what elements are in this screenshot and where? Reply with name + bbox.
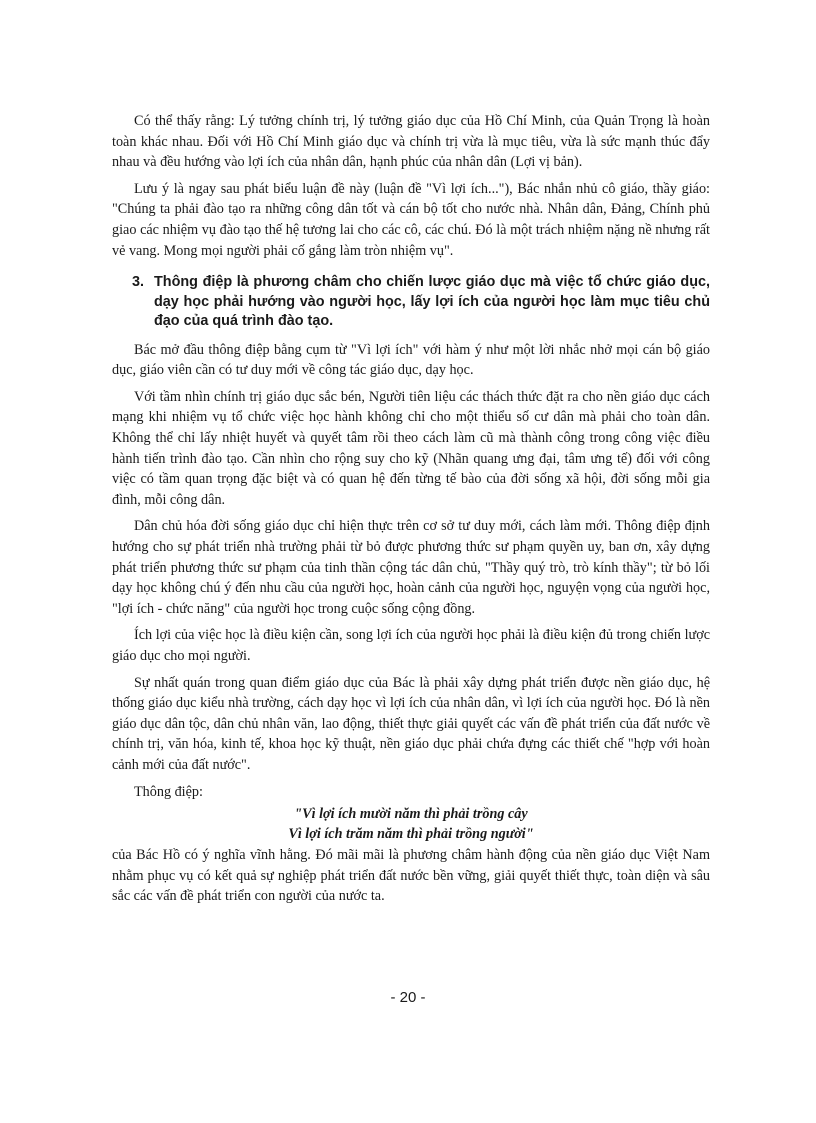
paragraph-democratization: Dân chủ hóa đời sống giáo dục chỉ hiện thực trên cơ sở tư duy mới, cách làm mới. Thông điệp định hướng cho sự phát triển nhà trường phải từ bỏ được phương thức sư phạm quyền uy, ban ơn, xây dựng phát triển phương thức sư phạm của tinh thần cộng tác dân chủ, "Thầy quý trò, trò kính thầy"; từ bỏ lối dạy học không chú ý đến nhu cầu của người học, hoàn cảnh của người học, nguyện vọng của người học, "lợi ích - chức năng" của người học trong cuộc sống cộng đồng. bbox=[112, 518, 710, 617]
quote-line-2: Vì lợi ích trăm năm thì phải trồng người" bbox=[288, 826, 534, 843]
paragraph-teacher-message: Lưu ý là ngay sau phát biểu luận đề này (luận đề "Vì lợi ích..."), Bác nhắn nhủ cô giáo, thầy giáo: "Chúng ta phải đào tạo ra những công dân tốt và cán bộ tốt cho nước nhà. Nhân dân, Đảng, Chính phủ giao các nhiệm vụ đào tạo thế hệ tương lai cho các cô, các chú. Đó là một trách nhiệm nặng nề nhưng rất vẻ vang. Mong mọi người phải cố gắng làm tròn nhiệm vụ". bbox=[112, 180, 710, 259]
quote-line-1: "Vì lợi ích mười năm thì phải trồng cây bbox=[294, 806, 528, 823]
section-title: Thông điệp là phương châm cho chiến lược giáo dục mà việc tổ chức giáo dục, dạy học phải hướng vào người học, lấy lợi ích của người học làm mục tiêu chủ đạo của quá trình đào tạo. bbox=[154, 274, 710, 330]
paragraph-consistency: Sự nhất quán trong quan điểm giáo dục của Bác là phải xây dựng phát triển được nền giáo dục, hệ thống giáo dục kiểu nhà trường, cách dạy học vì lợi ích của nhân dân, vì lợi ích của người học. Đó là nền giáo dục dân tộc, dân chủ nhân văn, lao động, thiết thực giải quyết các vấn đề phát triển của đất nước về chính trị, văn hóa, kinh tế, khoa học kỹ thuật, nền giáo dục phải chứa đựng các thiết chế "hợp với hoàn cảnh mới của đất nước". bbox=[112, 674, 710, 773]
paragraph-political-ideal: Có thể thấy rằng: Lý tưởng chính trị, lý tưởng giáo dục của Hồ Chí Minh, của Quản Trọng là hoàn toàn khác nhau. Đối với Hồ Chí Minh giáo dục và chính trị vừa là mục tiêu, vừa là sức mạnh thúc đẩy nhau và đều hướng vào lợi ích của nhân dân, hạnh phúc của nhân dân (Lợi vị bản). bbox=[112, 113, 710, 171]
paragraph-message-label: Thông điệp: bbox=[134, 783, 203, 800]
paragraph-vision: Với tầm nhìn chính trị giáo dục sắc bén, Người tiên liệu các thách thức đặt ra cho nền giáo dục cách mạng khi nhiệm vụ tổ chức việc học hành không chỉ cho một thiểu số cư dân mà phải cho toàn dân. Không thể chỉ lấy nhiệt huyết và quyết tâm rồi theo cách làm cũ mà thành công trong công việc điều hành tiến trình đào tạo. Cần nhìn cho rộng suy cho kỹ (Nhãn quang ưng đại, tâm ưng tế) đối với công việc có tầm quan trọng đặc biệt và có quan hệ đến từng tế bào của đời sống xã hội, đời sống mỗi gia đình, mỗi công dân. bbox=[112, 388, 710, 508]
document-body bbox=[112, 111, 710, 913]
page-number: - 20 - bbox=[390, 989, 426, 1006]
paragraph-closing: của Bác Hồ có ý nghĩa vĩnh hằng. Đó mãi mãi là phương châm hành động của nền giáo dục Việt Nam nhằm phục vụ có kết quả sự nghiệp phát triển đất nước bền vững, giải quyết thiết thực, toàn diện và sâu sắc các vấn đề phát triển con người của nước ta. bbox=[112, 847, 710, 905]
paragraph-learning-benefit: Ích lợi của việc học là điều kiện cần, song lợi ích của người học phải là điều kiện đủ trong chiến lược giáo dục cho mọi người. bbox=[112, 627, 710, 664]
section-number: 3. bbox=[132, 274, 145, 291]
section-heading bbox=[132, 273, 710, 332]
paragraph-intro: Bác mở đầu thông điệp bằng cụm từ "Vì lợi ích" với hàm ý như một lời nhắc nhở mọi cán bộ giáo dục, giáo viên cần có tư duy mới về công tác giáo dục, dạy học. bbox=[112, 341, 710, 379]
quote-block bbox=[112, 804, 710, 844]
